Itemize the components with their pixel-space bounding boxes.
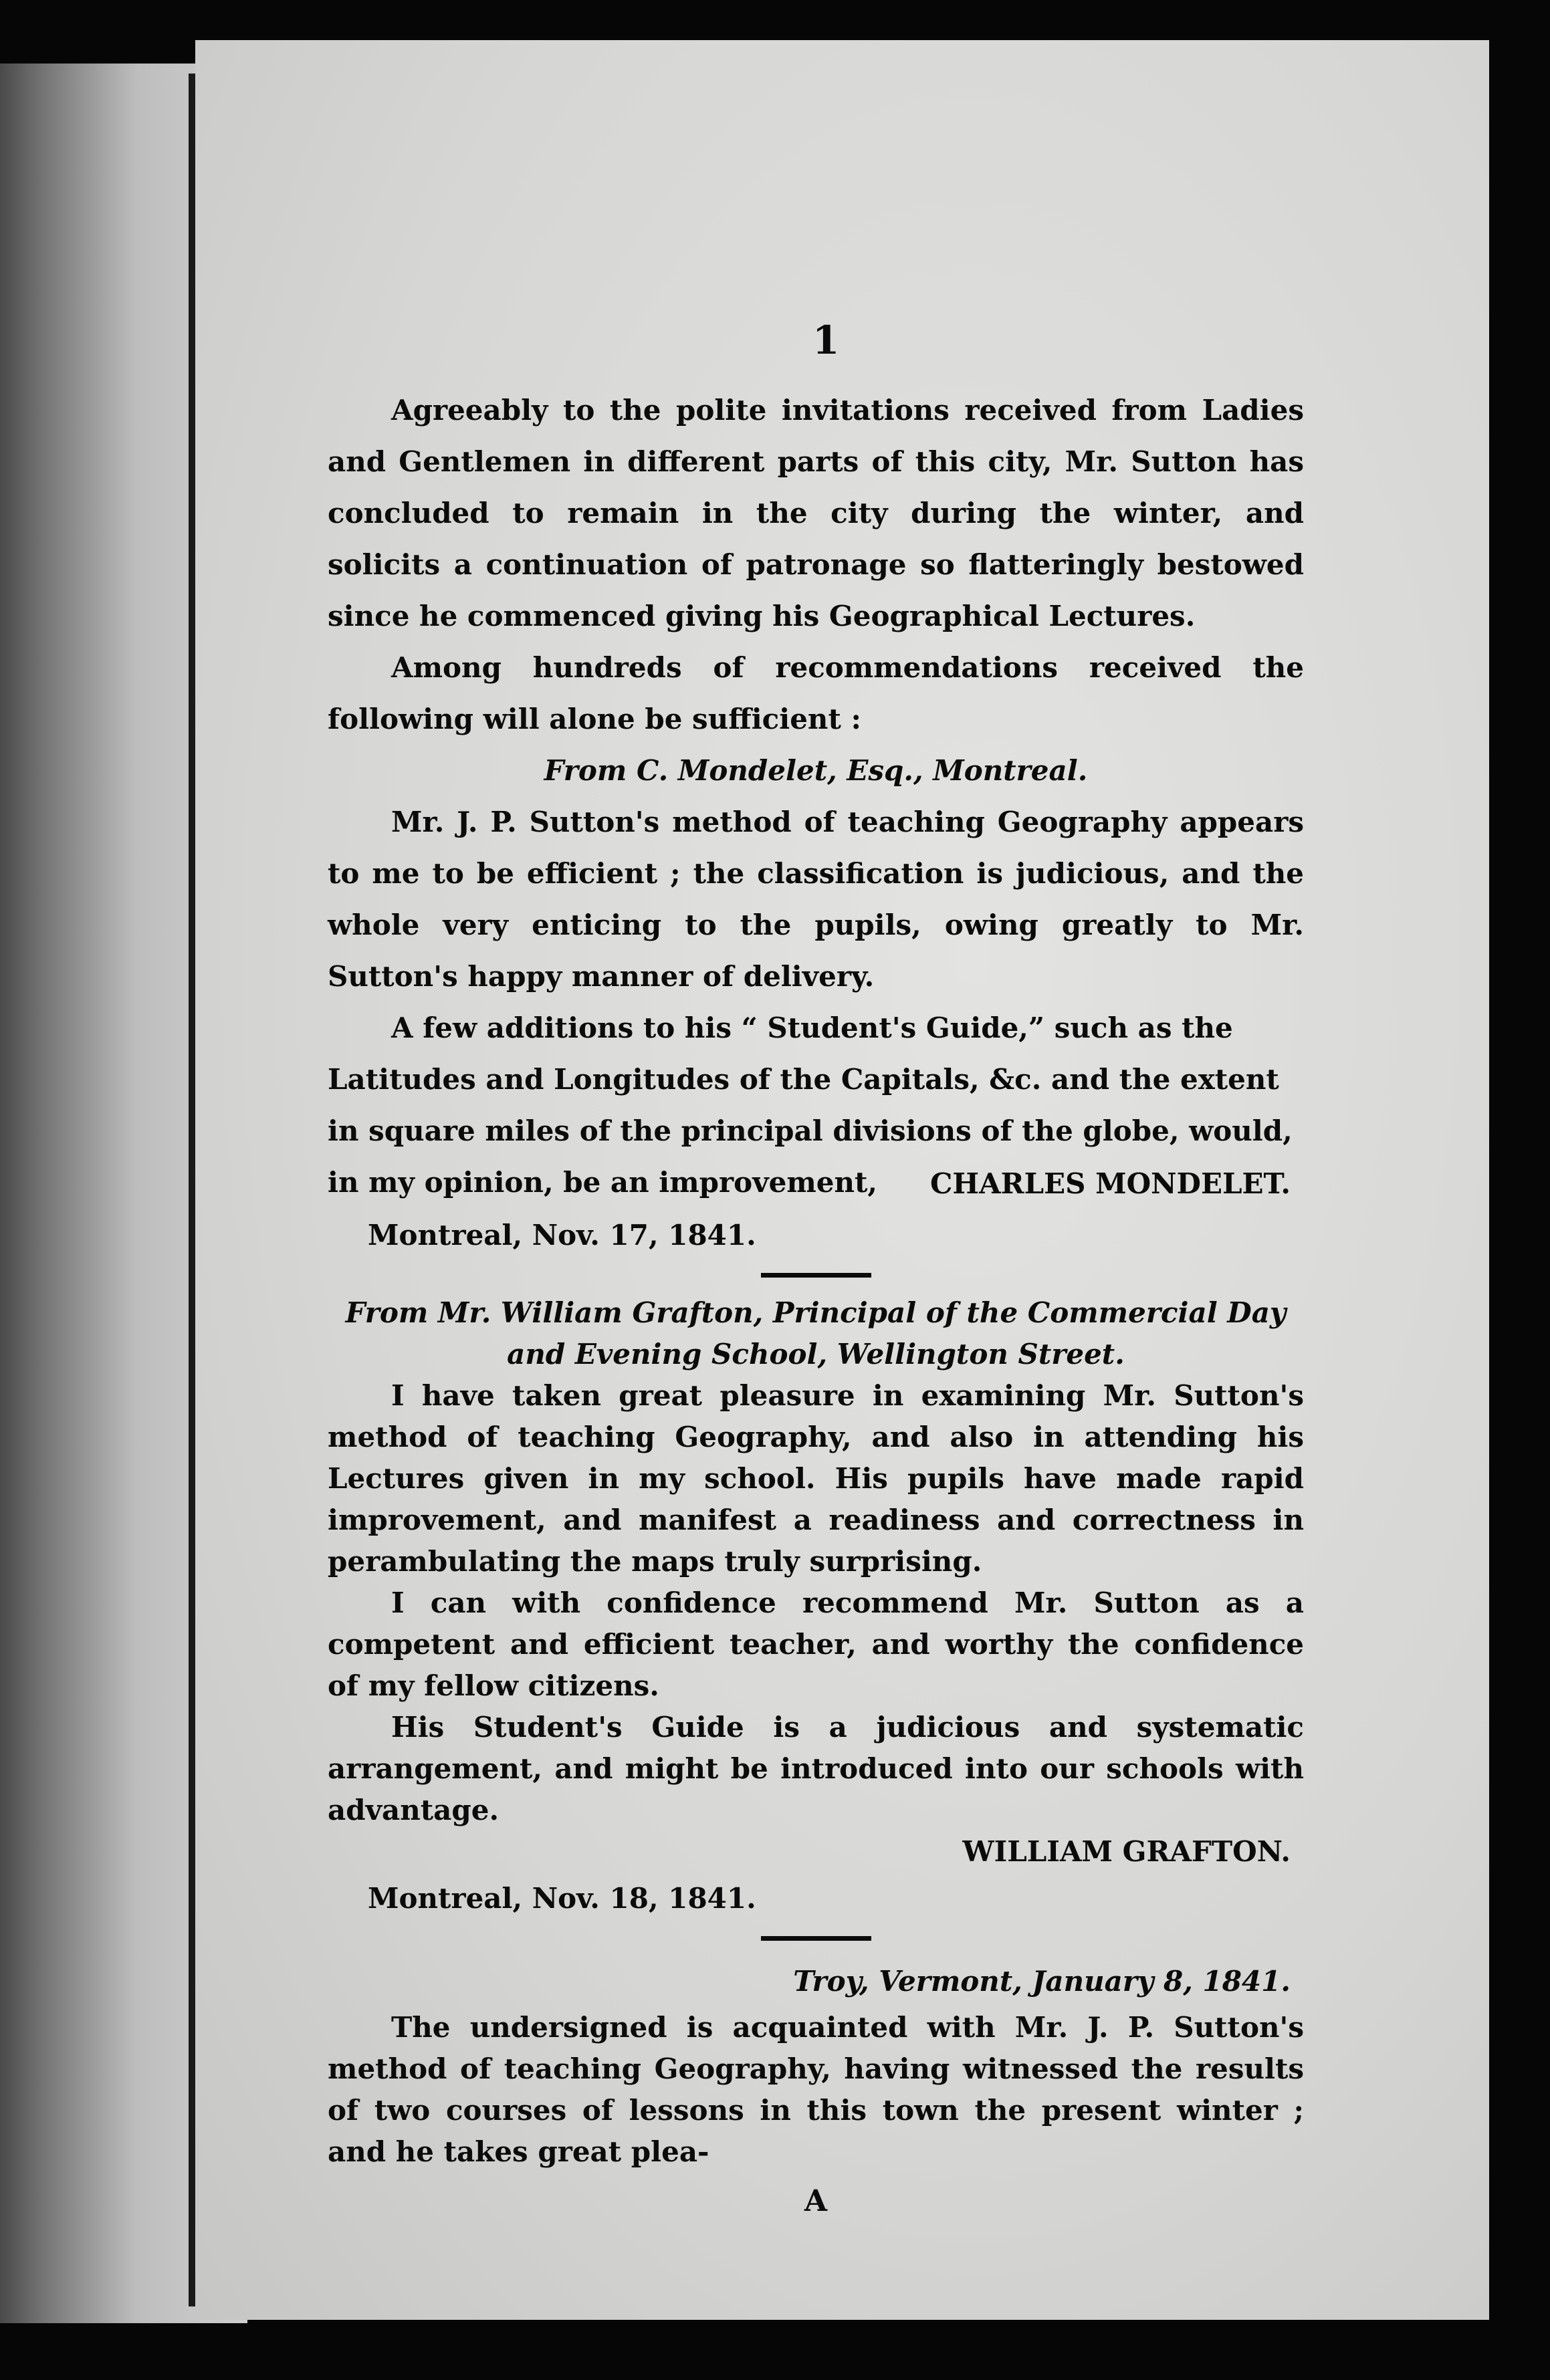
page-text [328,384,1304,2227]
intro-paragraph-2: Among hundreds of recommendations received the following will alone be sufficient : [328,651,1304,735]
letter1-signature: CHARLES MONDELET. [929,1167,1291,1200]
book-spine [189,74,195,2306]
letter1-paragraph-2: A few additions to his “ Student's Guide,” such as the Latitudes and Longitudes of the Capitals, &c. and the extent in square miles of the principal divisions of the globe, would, in my opinion, be an improvement, [328,1012,1293,1199]
letter2-heading-line-1: From Mr. William Grafton, Principal of the Commercial Day [345,1296,1287,1329]
letter1-date: Montreal, Nov. 17, 1841. [368,1219,756,1252]
letter3-dateline: Troy, Vermont, January 8, 1841. [793,1965,1291,1998]
letter2-paragraph-3: His Student's Guide is a judicious and systematic arrangement, and might be introduced into our schools with advantage. [328,1711,1304,1826]
section-divider-1 [761,1273,871,1278]
signature-mark: A [804,2184,828,2218]
intro-paragraph-1: Agreeably to the polite invitations received from Ladies and Gentlemen in different parts of this city, Mr. Sutton has concluded to remain in the city during the winter, and solicits a continuation of patronage so flatteringly bestowed since he commenced giving his Geographical Lectures. [328,394,1304,632]
letter1-paragraph-1: Mr. J. P. Sutton's method of teaching Geography appears to me to be efficient ; the classification is judicious, and the whole very enticing to the pupils, owing greatly to Mr. Sutton's happy manner of delivery. [328,806,1304,993]
letter2-heading-line-2: and Evening School, Wellington Street. [507,1338,1125,1371]
letter2-paragraph-1: I have taken great pleasure in examining Mr. Sutton's method of teaching Geography, and also in attending his Lectures given in my school. His pupils have made rapid improvement, and manifest a readiness and correctness in perambulating the maps truly surprising. [328,1379,1304,1578]
page-number: 1 [812,318,840,363]
section-divider-2 [761,1936,871,1941]
letter2-date: Montreal, Nov. 18, 1841. [368,1882,756,1915]
letter2-signature: WILLIAM GRAFTON. [962,1835,1291,1868]
letter2-paragraph-2: I can with confidence recommend Mr. Sutton as a competent and efficient teacher, and worthy the confidence of my fellow citizens. [328,1586,1304,1702]
letter3-paragraph-1: The undersigned is acquainted with Mr. J. P. Sutton's method of teaching Geography, having witnessed the results of two courses of lessons in this town the present winter ; and he takes great plea- [328,2011,1304,2168]
letter1-heading: From C. Mondelet, Esq., Montreal. [544,754,1088,787]
